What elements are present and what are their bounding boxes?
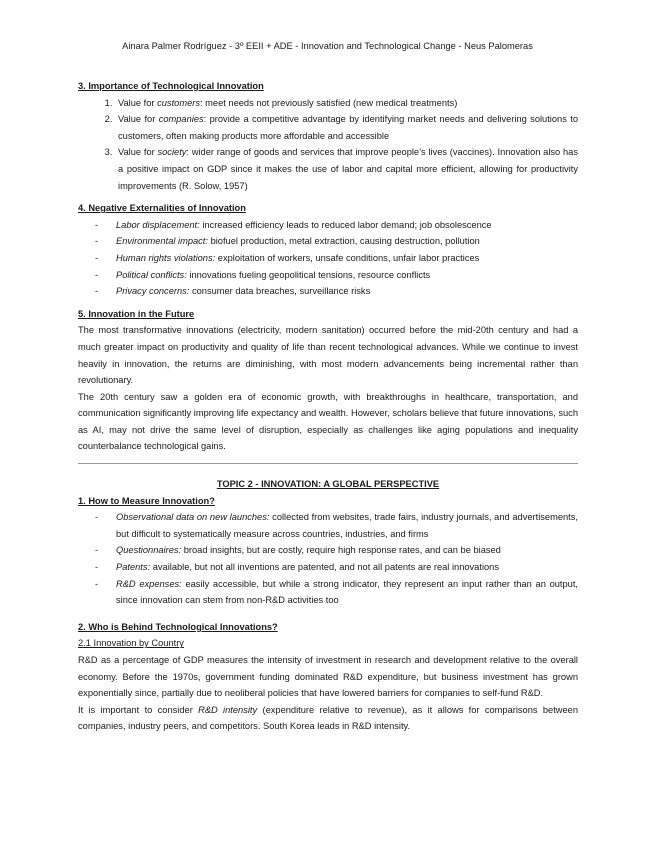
list-item	[78, 576, 578, 609]
item-emphasis: customers	[157, 97, 200, 108]
item-text: : meet needs not previously satisfied (new medical treatments)	[200, 97, 458, 108]
section-4-list	[78, 217, 578, 300]
topic2-section-2-title: 2. Who is Behind Technological Innovations?	[78, 621, 278, 632]
item-text: innovations fueling geopolitical tensions, resource conflicts	[186, 269, 431, 280]
page-content	[78, 78, 578, 735]
list-item	[115, 111, 578, 144]
item-text: broad insights, but are costly, require high response rates, and can be biased	[181, 545, 501, 556]
list-item	[78, 559, 578, 576]
item-text: : provide a competitive advantage by identifying market needs and delivering solutions to customers, often making products more affordable and accessible	[118, 114, 578, 141]
item-emphasis: R&D expenses:	[116, 578, 182, 589]
item-label: Value for	[118, 97, 158, 108]
paragraph: The most transformative innovations (electricity, modern sanitation) occurred before the mid-20th century and had a much greater impact on productivity and quality of life than recent technological advances. While we continue to invest heavily in innovation, the returns are diminishing, with most modern advancements being incremental rather than revolutionary.	[78, 325, 578, 386]
item-emphasis: Political conflicts:	[116, 269, 187, 280]
list-item	[78, 283, 578, 300]
divider	[78, 463, 578, 464]
section-3-title: 3. Importance of Technological Innovation	[78, 81, 264, 91]
topic-title: TOPIC 2 - INNOVATION: A GLOBAL PERSPECTIVE	[216, 479, 440, 490]
section-5-title: 5. Innovation in the Future	[78, 308, 195, 319]
item-emphasis: Privacy concerns:	[116, 286, 190, 297]
paragraph	[78, 702, 578, 735]
topic2-section-1-list	[78, 509, 578, 609]
list-item	[78, 267, 578, 284]
list-item	[78, 217, 578, 234]
list-item	[115, 95, 578, 112]
item-text: : wider range of goods and services that improve people’s lives (vaccines). Innovation also has a positive impact on GDP since it makes the use of labor and capital more efficient, allowing for productivity improvements (R. Solow, 1957)	[118, 147, 578, 191]
section-4-title: 4. Negative Externalities of Innovation	[78, 203, 246, 214]
list-item	[78, 542, 578, 559]
list-item	[78, 250, 578, 267]
item-text: available, but not all inventions are patented, and not all patents are real innovations	[150, 562, 499, 573]
item-emphasis: companies	[158, 114, 204, 125]
item-text: consumer data breaches, surveillance risks	[189, 286, 371, 297]
section-3-list	[78, 95, 578, 195]
item-emphasis: Human rights violations:	[116, 252, 216, 263]
item-emphasis: Labor displacement:	[116, 219, 200, 230]
item-label: Value for	[118, 114, 159, 125]
item-emphasis: Observational data on new launches:	[116, 512, 270, 523]
item-emphasis: Patents:	[116, 562, 151, 573]
list-item	[115, 144, 578, 194]
text-emphasis: R&D intensity	[198, 704, 258, 715]
paragraph: The 20th century saw a golden era of economic growth, with breakthroughs in healthcare, transportation, and communication significantly improving life expectancy and wealth. However, scholars believe that future innovations, such as AI, may not drive the same level of disruption, especially as challenges like aging populations and inequality counterbalance technological gains.	[78, 391, 578, 452]
topic2-section-1-title: 1. How to Measure Innovation?	[78, 495, 215, 506]
page-header: Ainara Palmer Rodríguez - 3º EEII + ADE - Innovation and Technological Change - Neus Palomeras	[122, 41, 533, 51]
paragraph: R&D as a percentage of GDP measures the intensity of investment in research and development relative to the overall economy. Before the 1970s, government funding dominated R&D expenditure, but business investment has grown exponentially since, partially due to neoliberal policies that have lowered barriers for companies to self-fund R&D.	[78, 655, 578, 699]
item-emphasis: society	[157, 147, 187, 158]
text-run: It is important to consider	[78, 704, 199, 715]
item-text: exploitation of workers, unsafe conditions, unfair labor practices	[215, 252, 480, 263]
item-text: collected from websites, trade fairs, industry journals, and advertisements, but difficult to systematically measure across countries, industries, and firms	[116, 512, 579, 539]
text-run: (expenditure relative to revenue), as it allows for comparisons between companies, industry peers, and competitors. South Korea leads in R&D intensity.	[78, 704, 579, 732]
subsection-title: 2.1 Innovation by Country	[78, 638, 184, 649]
list-item	[78, 233, 578, 250]
item-emphasis: Questionnaires:	[116, 545, 182, 556]
item-text: increased efficiency leads to reduced labor demand; job obsolescence	[199, 219, 492, 230]
item-text: biofuel production, metal extraction, causing destruction, pollution	[207, 236, 480, 247]
list-item	[78, 509, 578, 542]
item-text: easily accessible, but while a strong indicator, they represent an input rather than an output, since innovation can stem from non-R&D activities too	[116, 578, 579, 606]
item-emphasis: Environmental impact:	[116, 236, 208, 247]
item-label: Value for	[118, 147, 158, 158]
